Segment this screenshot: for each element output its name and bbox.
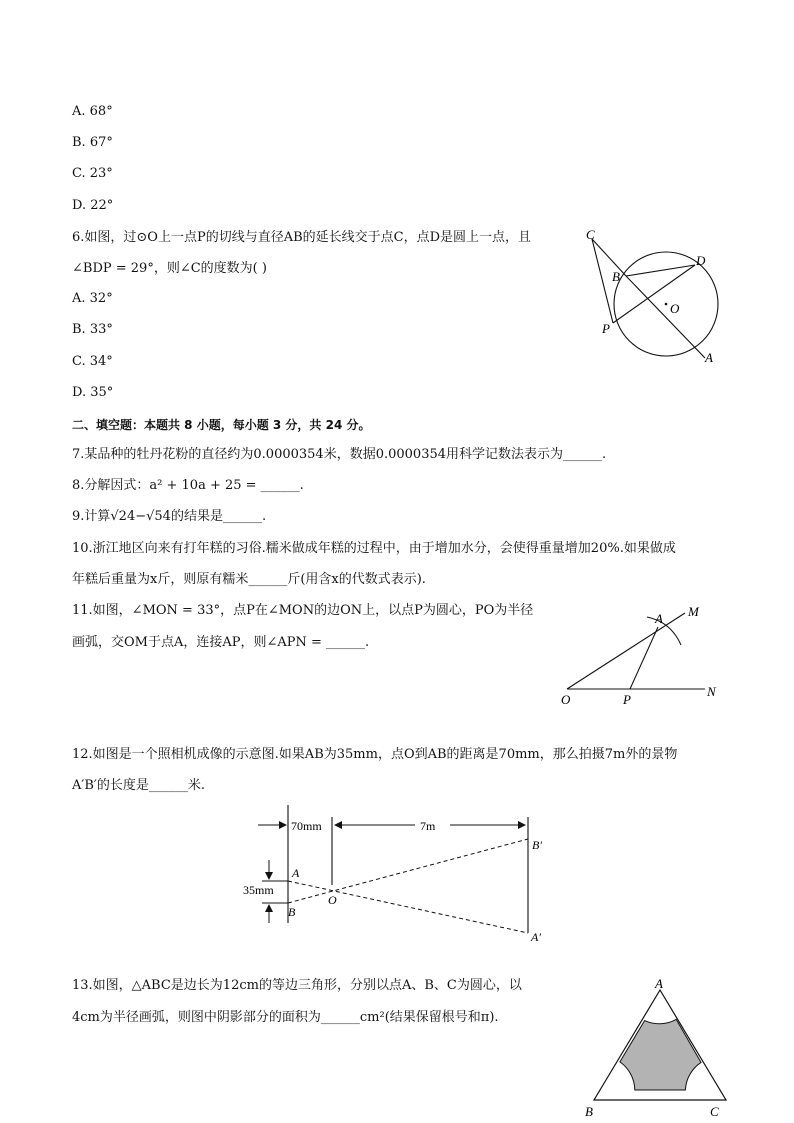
q11-line2: 画弧，交OM于点A，连接AP，则∠APN = ______.: [72, 635, 370, 650]
q9-text: 9.计算√24−√54的结果是______.: [72, 509, 267, 524]
q11-label-m: M: [688, 604, 699, 619]
q11-segment-ap: [630, 627, 658, 689]
q6-option-c: C. 34°: [72, 354, 113, 369]
q12-line2: A′B′的长度是______米.: [72, 778, 205, 793]
q6-stem-line2: ∠BDP = 29°，则∠C的度数为( ): [72, 261, 267, 276]
q12-line1: 12.如图是一个照相机成像的示意图.如果AB为35mm，点O到AB的距离是70mm，那么拍摄7m外的景物: [72, 747, 678, 762]
q11-label-n: N: [707, 684, 716, 699]
q5-option-b: B. 67°: [72, 135, 113, 150]
q8-text: 8.分解因式：a² + 10a + 25 = ______.: [72, 478, 304, 493]
q12-label-aprime: A′: [531, 930, 541, 944]
q13-line2: 4cm为半径画弧，则图中阴影部分的面积为______cm²(结果保留根号和π).: [72, 1010, 499, 1025]
q6-center-dot: [665, 303, 668, 306]
q12-label-bprime: B′: [532, 838, 542, 852]
q13-label-a: A: [655, 976, 663, 991]
q5-option-a: A. 68°: [72, 104, 113, 119]
q10-line2: 年糕后重量为x斤，则原有糯米______斤(用含x的代数式表示).: [72, 572, 426, 587]
q11-label-p: P: [623, 692, 631, 707]
q6-label-b: B: [612, 269, 620, 284]
q6-tangent-cp: [592, 239, 613, 323]
q12-label-o: O: [328, 893, 337, 907]
q10-line1: 10.浙江地区向来有打年糕的习俗.糯米做成年糕的过程中，由于增加水分，会使得重量增加20%.如果做成: [72, 541, 676, 556]
q6-option-b: B. 33°: [72, 322, 113, 337]
q12-ray-a: [288, 881, 528, 933]
q11-label-o: O: [561, 692, 571, 707]
q13-label-c: C: [710, 1104, 719, 1119]
q6-option-d: D. 35°: [72, 385, 114, 400]
q6-option-a: A. 32°: [72, 291, 113, 306]
q11-angle-figure: [555, 600, 730, 710]
q12-label-70mm: 70mm: [291, 819, 322, 833]
q11-ray-om: [567, 613, 685, 689]
section-heading: 二、填空题：本题共 8 小题，每小题 3 分，共 24 分。: [72, 418, 371, 432]
q6-label-a: A: [705, 350, 713, 365]
q6-label-d: D: [696, 253, 706, 268]
q6-stem-line1: 6.如图，过⊙O上一点P的切线与直径AB的延长线交于点C，点D是圆上一点，且: [72, 230, 532, 245]
q13-label-b: B: [585, 1104, 593, 1119]
q12-camera-figure: [240, 805, 560, 945]
q6-chord-dp: [613, 265, 695, 323]
q6-diameter-ba: [626, 276, 705, 358]
q5-option-d: D. 22°: [72, 198, 114, 213]
q12-ray-b: [288, 839, 528, 903]
q13-line1: 13.如图，△ABC是边长为12cm的等边三角形，分别以点A、B、C为圆心，以: [72, 978, 522, 993]
q11-label-a: A: [655, 611, 663, 626]
q12-label-7m: 7m: [420, 819, 436, 833]
q13-triangle-figure: [578, 976, 738, 1123]
q12-label-35mm: 35mm: [243, 883, 274, 897]
q13-shaded-region: [620, 1019, 701, 1090]
q6-label-o: O: [670, 301, 680, 316]
q6-circle-figure: [580, 224, 730, 374]
q12-label-a: A: [292, 866, 300, 880]
q6-label-c: C: [586, 227, 595, 242]
q7-text: 7.某品种的牡丹花粉的直径约为0.0000354米，数据0.0000354用科学记数法表示为______.: [72, 447, 607, 462]
q5-option-c: C. 23°: [72, 166, 113, 181]
q12-label-b: B: [288, 905, 296, 919]
q6-label-p: P: [602, 321, 610, 336]
q11-line1: 11.如图，∠MON = 33°，点P在∠MON的边ON上，以点P为圆心，PO为半径: [72, 603, 534, 618]
q6-chord-bd: [626, 265, 695, 276]
